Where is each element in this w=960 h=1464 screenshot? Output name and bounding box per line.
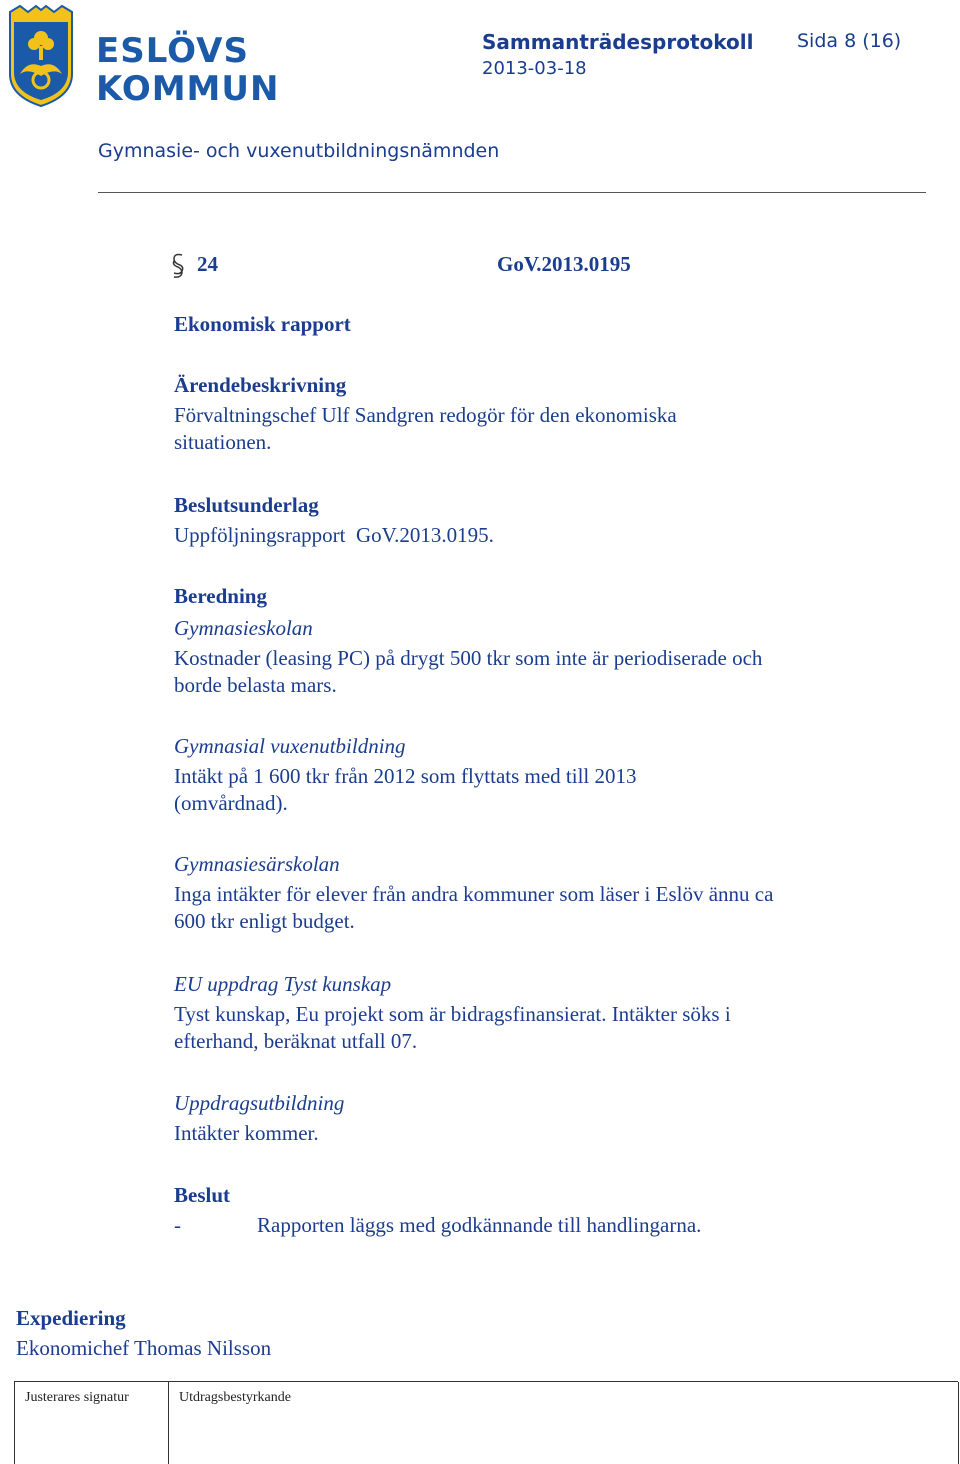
logo-line-1: ESLÖVS bbox=[96, 31, 249, 71]
decision-heading: Beslut bbox=[174, 1183, 231, 1207]
dispatch-heading: Expediering bbox=[16, 1306, 126, 1330]
meeting-date: 2013-03-18 bbox=[482, 58, 587, 79]
logo-wordmark bbox=[96, 32, 279, 108]
signature-label: Justerares signatur bbox=[25, 1390, 129, 1405]
logo-line-2: KOMMUN bbox=[96, 69, 280, 109]
section-subheading: Gymnasieskolan bbox=[174, 616, 313, 640]
section-text: Tyst kunskap, Eu projekt som är bidragsfinansierat. Intäkter söks i efterhand, beräknat utfall 07. bbox=[174, 1002, 731, 1053]
section-subheading: Uppdragsutbildning bbox=[174, 1091, 345, 1115]
signature-footer bbox=[14, 1381, 958, 1464]
signature-cell bbox=[14, 1382, 169, 1464]
basis-text: Uppföljningsrapport GoV.2013.0195. bbox=[174, 523, 494, 547]
description-text: Förvaltningschef Ulf Sandgren redogör för den ekonomiska situationen. bbox=[174, 403, 677, 454]
certified-label: Utdragsbestyrkande bbox=[179, 1390, 291, 1405]
certified-cell bbox=[168, 1382, 959, 1464]
description-heading: Ärendebeskrivning bbox=[174, 373, 347, 397]
section-text: Inga intäkter för elever från andra kommuner som läser i Eslöv ännu ca 600 tkr enligt budget. bbox=[174, 882, 774, 933]
decision-dash: - bbox=[174, 1213, 181, 1237]
page-number: Sida 8 (16) bbox=[797, 30, 902, 52]
section-text: Kostnader (leasing PC) på drygt 500 tkr som inte är periodiserade och borde belasta mars. bbox=[174, 646, 763, 697]
preparation-heading: Beredning bbox=[174, 584, 267, 608]
coat-of-arms-icon bbox=[6, 4, 76, 108]
item-number: 24 bbox=[197, 252, 218, 276]
section-text: Intäkt på 1 600 tkr från 2012 som flyttats med till 2013 (omvårdnad). bbox=[174, 764, 637, 815]
header-divider bbox=[98, 192, 926, 193]
dispatch-text: Ekonomichef Thomas Nilsson bbox=[16, 1336, 272, 1360]
paragraph-icon bbox=[170, 252, 186, 285]
item-title: Ekonomisk rapport bbox=[174, 312, 351, 336]
item-reference: GoV.2013.0195 bbox=[497, 252, 631, 276]
section-subheading: Gymnasiesärskolan bbox=[174, 852, 340, 876]
board-name: Gymnasie- och vuxenutbildningsnämnden bbox=[98, 140, 500, 162]
decision-text: Rapporten läggs med godkännande till handlingarna. bbox=[257, 1213, 702, 1237]
eslovs-kommun-logo bbox=[6, 4, 280, 109]
protocol-title: Sammanträdesprotokoll bbox=[482, 30, 754, 54]
section-subheading: Gymnasial vuxenutbildning bbox=[174, 734, 406, 758]
section-subheading: EU uppdrag Tyst kunskap bbox=[174, 972, 392, 996]
section-text: Intäkter kommer. bbox=[174, 1121, 319, 1145]
basis-heading: Beslutsunderlag bbox=[174, 493, 319, 517]
